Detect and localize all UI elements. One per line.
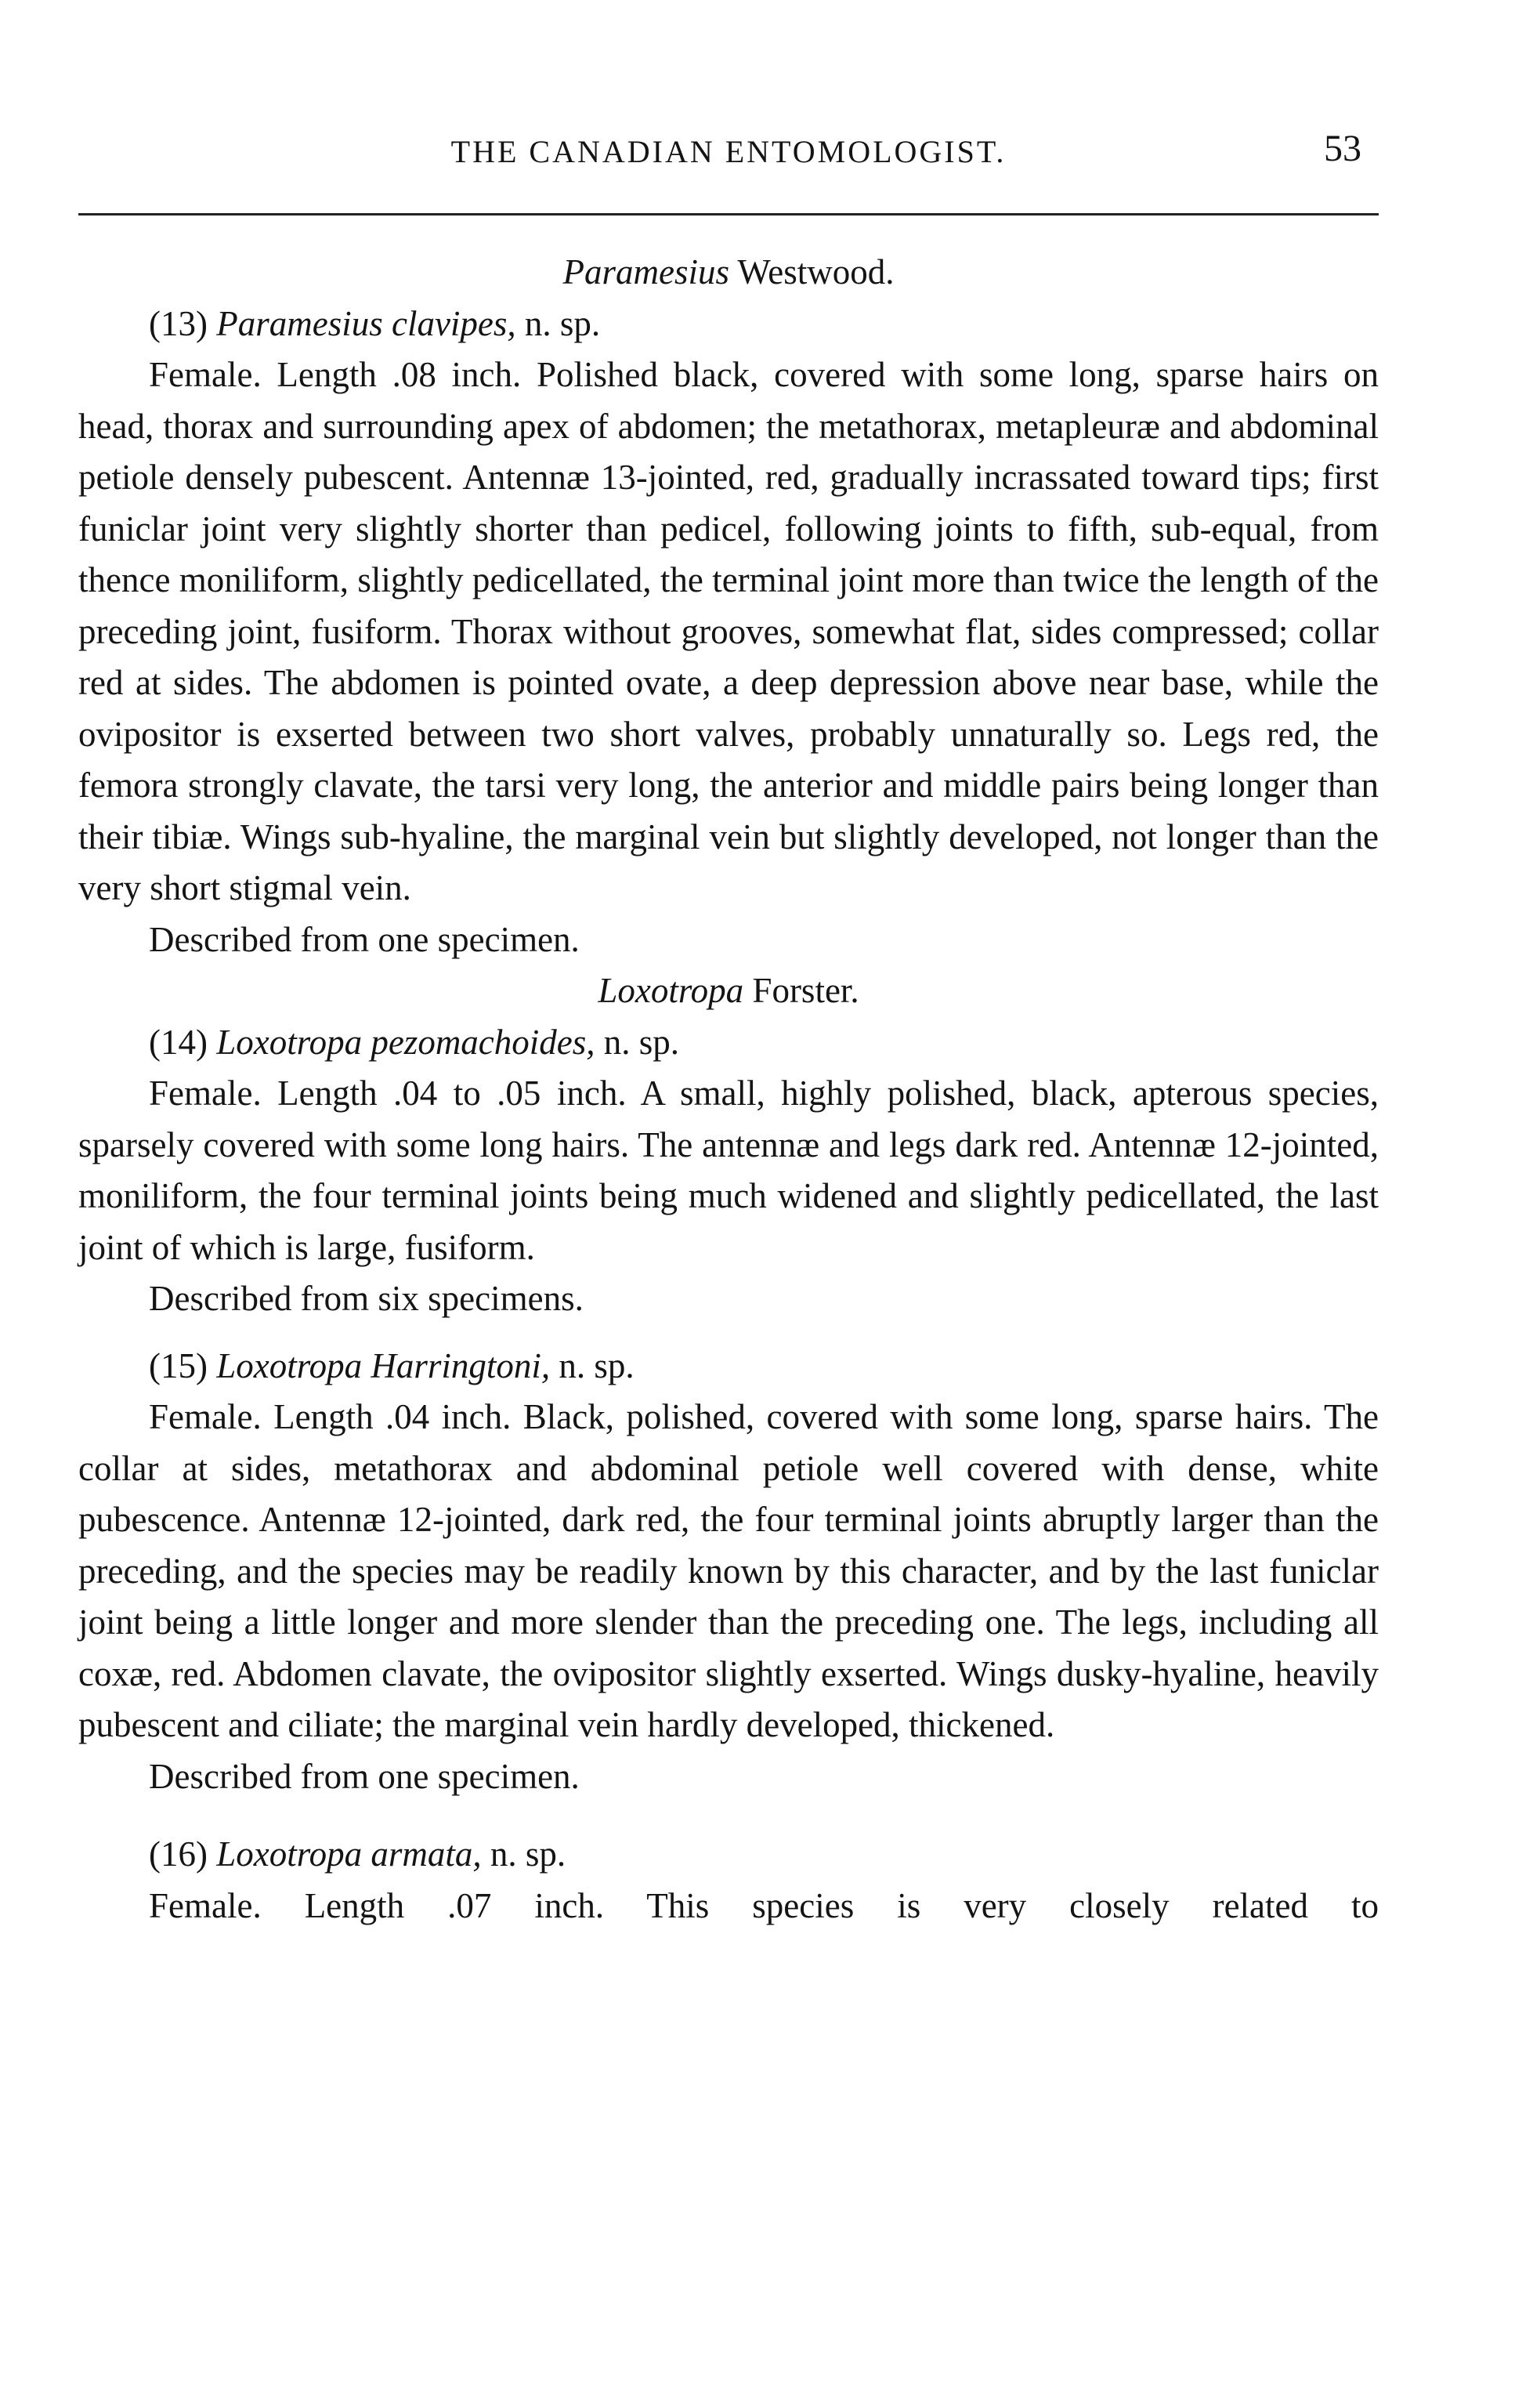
specimen-note: Described from one specimen. xyxy=(149,919,580,959)
species-description: Female. Length .04 to .05 inch. A small, highly polished, black, apterous species, sparsely covered with some long hairs. The antennæ and legs dark red. Antennæ 12-jointed, moniliform, the four terminal joints being much widened and slightly pedicellated, the last joint of which is large, fusiform. xyxy=(78,1074,1379,1267)
species-status: n. sp. xyxy=(603,1022,680,1062)
species-status: n. sp. xyxy=(490,1834,566,1874)
species-number: (14) xyxy=(149,1022,208,1062)
species-name: Paramesius clavipes, xyxy=(216,303,516,343)
page-number: 53 xyxy=(1324,128,1361,169)
genus-name: Paramesius xyxy=(562,252,729,291)
header-rule xyxy=(78,213,1379,215)
genus-heading xyxy=(78,247,1379,299)
species-description: Female. Length .07 inch. This species is very closely related to xyxy=(149,1885,1379,1925)
species-name: Loxotropa pezomachoides, xyxy=(216,1022,595,1062)
species-number: (15) xyxy=(149,1345,208,1385)
species-status: n. sp. xyxy=(559,1345,635,1385)
genus-name: Loxotropa xyxy=(598,971,744,1010)
species-heading xyxy=(78,1341,1379,1392)
species-description: Female. Length .04 inch. Black, polished, covered with some long, sparse hairs. The collar at sides, metathorax and abdominal petiole well covered with dense, white pubescence. Antennæ 12-jointed, dark red, the four terminal joints abruptly larger than the preceding, and the species may be readily known by this character, and by the last funiclar joint being a little longer and more slender than the preceding one. The legs, including all coxæ, red. Abdomen clavate, the ovipositor slightly exserted. Wings dusky-hyaline, heavily pubescent and ciliate; the marginal vein hardly developed, thickened. xyxy=(78,1397,1379,1744)
species-description: Female. Length .08 inch. Polished black, covered with some long, sparse hairs on head, thorax and surrounding apex of abdomen; the metathorax, metapleuræ and abdominal petiole densely pubescent. Antennæ 13-jointed, red, gradually incrassated toward tips; first funiclar joint very slightly shorter than pedicel, following joints to fifth, sub-equal, from thence moniliform, slightly pedicellated, the terminal joint more than twice the length of the preceding joint, fusiform. Thorax without grooves, somewhat flat, sides compressed; collar red at sides. The abdomen is pointed ovate, a deep depression above near base, while the ovipositor is exserted between two short valves, probably unnaturally so. Legs red, the femora strongly clavate, the tarsi very long, the anterior and middle pairs being longer than their tibiæ. Wings sub-hyaline, the marginal vein but slightly developed, not longer than the very short stigmal vein. xyxy=(78,355,1379,907)
running-title: THE CANADIAN ENTOMOLOGIST. xyxy=(450,134,1007,169)
species-heading xyxy=(78,1017,1379,1069)
species-name: Loxotropa armata, xyxy=(216,1834,482,1874)
genus-heading xyxy=(78,965,1379,1017)
species-status: n. sp. xyxy=(524,303,601,343)
species-number: (16) xyxy=(149,1834,208,1874)
species-heading xyxy=(78,299,1379,350)
species-name: Loxotropa Harringtoni, xyxy=(216,1345,551,1385)
genus-authority: Westwood. xyxy=(737,252,895,291)
species-heading xyxy=(78,1829,1379,1881)
genus-authority: Forster. xyxy=(752,971,859,1010)
specimen-note: Described from six specimens. xyxy=(149,1279,584,1318)
body-text xyxy=(78,247,1379,1932)
species-number: (13) xyxy=(149,303,208,343)
specimen-note: Described from one specimen. xyxy=(149,1756,580,1796)
